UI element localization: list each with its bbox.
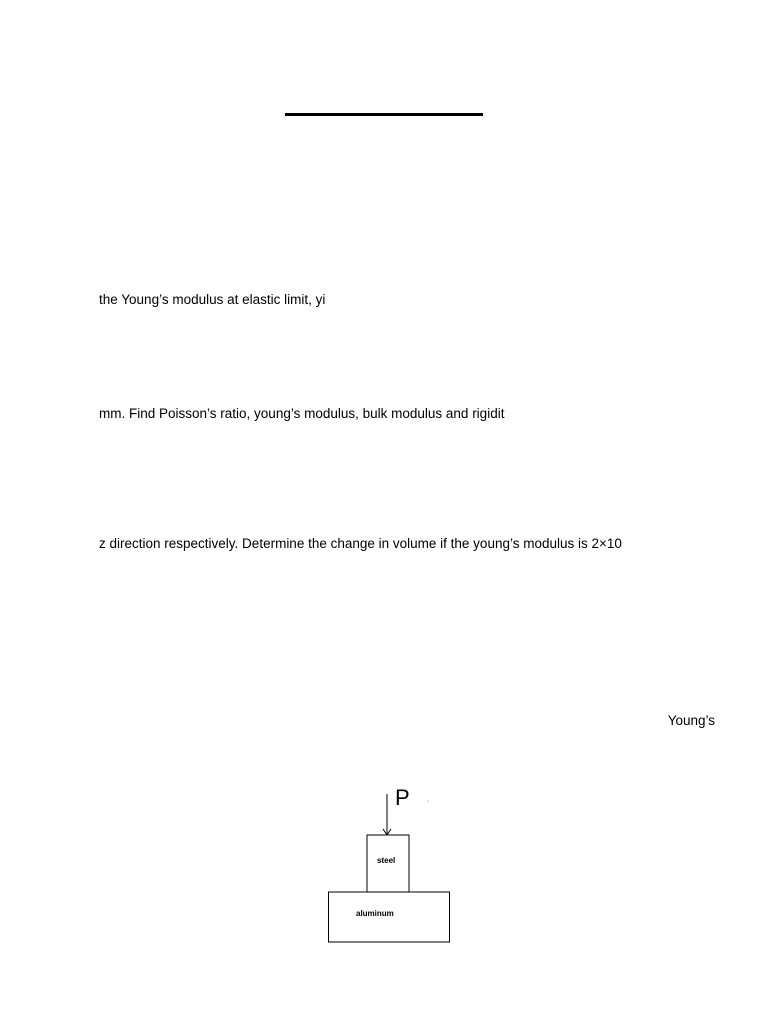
text-line-2: mm. Find Poisson’s ratio, young’s modulus, bulk modulus and rigidit: [99, 406, 505, 421]
text-line-1: the Young’s modulus at elastic limit, yi: [99, 292, 326, 307]
compression-figure: [320, 782, 460, 952]
load-label: P: [395, 785, 410, 810]
text-line-3: z direction respectively. Determine the change in volume if the young’s modulus is 2×10: [99, 536, 622, 551]
title-underline: [285, 113, 483, 116]
stray-dot: [427, 800, 428, 801]
aluminum-label: aluminum: [356, 909, 394, 918]
text-line-4: Young’s: [667, 713, 715, 728]
steel-label: steel: [377, 856, 396, 865]
figure-drawing: [320, 782, 460, 952]
